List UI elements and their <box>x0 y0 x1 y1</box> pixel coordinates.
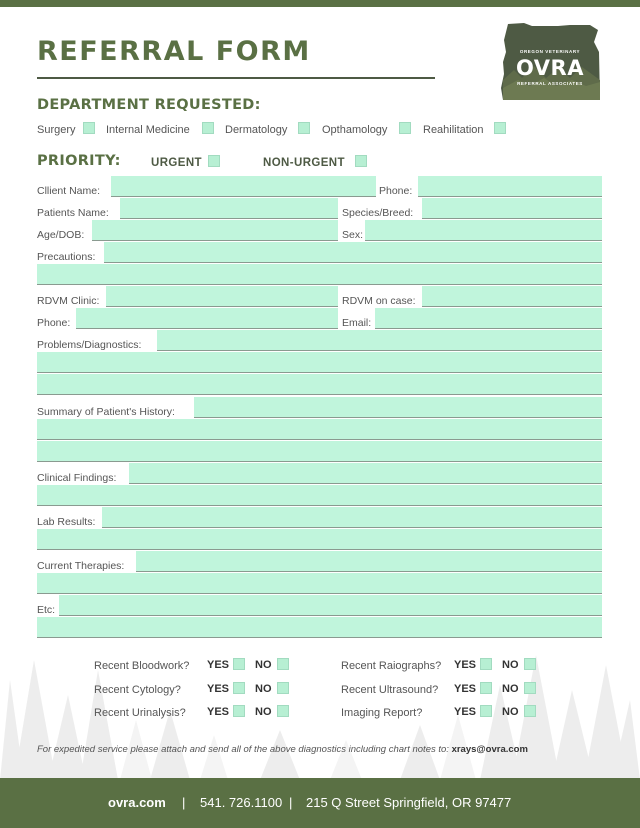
top-accent-bar <box>0 0 640 7</box>
bloodwork-yes-label: YES <box>207 659 230 671</box>
note-email-link[interactable]: xrays@ovra.com <box>451 744 528 755</box>
phone-field[interactable] <box>418 176 602 197</box>
footer-separator-2: | <box>289 795 293 810</box>
radiographs-no-checkbox[interactable] <box>524 658 536 670</box>
problems-diagnostics-field-line3[interactable] <box>37 374 602 395</box>
urinalysis-no-checkbox[interactable] <box>277 705 289 717</box>
dept-rehabilitation-checkbox[interactable] <box>494 122 506 134</box>
footer-website[interactable]: ovra.com <box>108 795 166 810</box>
radiographs-yes-label: YES <box>454 659 477 671</box>
footer-phone[interactable]: 541. 726.1100 <box>200 795 283 810</box>
dept-opthamology-checkbox[interactable] <box>399 122 411 134</box>
email-label: Email: <box>342 317 372 329</box>
priority-urgent-checkbox[interactable] <box>208 155 220 167</box>
dept-option-opthamology-label: Opthamology <box>322 124 388 136</box>
cytology-no-label: NO <box>255 683 272 695</box>
rdvm-on-case-label: RDVM on case: <box>342 295 416 307</box>
imaging-yes-label: YES <box>454 706 477 718</box>
cytology-no-checkbox[interactable] <box>277 682 289 694</box>
priority-non-urgent-checkbox[interactable] <box>355 155 367 167</box>
dept-option-rehabilitation-label: Reahilitation <box>423 124 484 136</box>
cytology-yes-checkbox[interactable] <box>233 682 245 694</box>
priority-urgent-label: URGENT <box>151 157 202 169</box>
priority-heading: PRIORITY: <box>37 153 121 169</box>
footer-address: 215 Q Street Springfield, OR 97477 <box>306 795 512 810</box>
ovra-logo <box>500 22 600 102</box>
ultrasound-yes-checkbox[interactable] <box>480 682 492 694</box>
clinical-findings-field-line2[interactable] <box>37 485 602 506</box>
priority-non-urgent-label: NON-URGENT <box>263 157 345 169</box>
logo-main-text: OVRA <box>516 56 584 80</box>
clinic-phone-field[interactable] <box>76 308 338 329</box>
dept-internal-medicine-checkbox[interactable] <box>202 122 214 134</box>
bloodwork-no-label: NO <box>255 659 272 671</box>
dept-surgery-checkbox[interactable] <box>83 122 95 134</box>
radiographs-no-label: NO <box>502 659 519 671</box>
urinalysis-no-label: NO <box>255 706 272 718</box>
summary-history-field[interactable] <box>194 397 602 418</box>
imaging-report-label: Imaging Report? <box>341 707 423 719</box>
summary-history-label: Summary of Patient's History: <box>37 406 175 418</box>
cytology-yes-label: YES <box>207 683 230 695</box>
email-field[interactable] <box>375 308 602 329</box>
rdvm-on-case-field[interactable] <box>422 286 602 307</box>
lab-results-field-line2[interactable] <box>37 529 602 550</box>
problems-diagnostics-field-line2[interactable] <box>37 352 602 373</box>
dept-option-internal-medicine-label: Internal Medicine <box>106 124 190 136</box>
current-therapies-field[interactable] <box>136 551 602 572</box>
phone-label: Phone: <box>379 185 413 197</box>
department-heading: DEPARTMENT REQUESTED: <box>37 97 261 113</box>
ultrasound-yes-label: YES <box>454 683 477 695</box>
problems-diagnostics-field[interactable] <box>157 330 602 351</box>
sex-field[interactable] <box>365 220 602 241</box>
patients-name-field[interactable] <box>120 198 338 219</box>
bloodwork-no-checkbox[interactable] <box>277 658 289 670</box>
recent-urinalysis-label: Recent Urinalysis? <box>94 707 186 719</box>
expedited-service-note <box>37 744 607 755</box>
etc-field[interactable] <box>59 595 602 616</box>
precautions-label: Precautions: <box>37 251 96 263</box>
summary-history-field-line2[interactable] <box>37 419 602 440</box>
clinic-phone-label: Phone: <box>37 317 71 329</box>
recent-bloodwork-label: Recent Bloodwork? <box>94 660 190 672</box>
precautions-field[interactable] <box>104 242 602 263</box>
dept-option-dermatology-label: Dermatology <box>225 124 288 136</box>
age-dob-label: Age/DOB: <box>37 229 85 241</box>
precautions-field-line2[interactable] <box>37 264 602 285</box>
sex-label: Sex: <box>342 229 364 241</box>
note-text: For expedited service please attach and send all of the above diagnostics including chart notes to: <box>37 744 449 755</box>
ultrasound-no-label: NO <box>502 683 519 695</box>
radiographs-yes-checkbox[interactable] <box>480 658 492 670</box>
lab-results-field[interactable] <box>102 507 602 528</box>
patients-name-label: Patients Name: <box>37 207 109 219</box>
clinical-findings-label: Clinical Findings: <box>37 472 117 484</box>
current-therapies-label: Current Therapies: <box>37 560 125 572</box>
client-name-label: Cllient Name: <box>37 185 101 197</box>
imaging-yes-checkbox[interactable] <box>480 705 492 717</box>
clinical-findings-field[interactable] <box>129 463 602 484</box>
ultrasound-no-checkbox[interactable] <box>524 682 536 694</box>
species-breed-label: Species/Breed: <box>342 207 414 219</box>
problems-diagnostics-label: Problems/Diagnostics: <box>37 339 142 351</box>
summary-history-field-line3[interactable] <box>37 441 602 462</box>
title-underline <box>37 77 435 79</box>
urinalysis-yes-label: YES <box>207 706 230 718</box>
dept-option-surgery-label: Surgery <box>37 124 76 136</box>
footer-separator-1: | <box>182 795 186 810</box>
footer-bar <box>0 778 640 828</box>
page-title: REFERRAL FORM <box>37 36 311 67</box>
lab-results-label: Lab Results: <box>37 516 96 528</box>
bloodwork-yes-checkbox[interactable] <box>233 658 245 670</box>
etc-label: Etc: <box>37 604 56 616</box>
current-therapies-field-line2[interactable] <box>37 573 602 594</box>
rdvm-clinic-field[interactable] <box>106 286 338 307</box>
imaging-no-checkbox[interactable] <box>524 705 536 717</box>
recent-radiographs-label: Recent Raiographs? <box>341 660 442 672</box>
imaging-no-label: NO <box>502 706 519 718</box>
recent-cytology-label: Recent Cytology? <box>94 684 181 696</box>
urinalysis-yes-checkbox[interactable] <box>233 705 245 717</box>
client-name-field[interactable] <box>111 176 376 197</box>
species-breed-field[interactable] <box>422 198 602 219</box>
etc-field-line2[interactable] <box>37 617 602 638</box>
logo-bottom-text: REFERRAL ASSOCIATES <box>517 81 583 86</box>
rdvm-clinic-label: RDVM Clinic: <box>37 295 100 307</box>
dept-dermatology-checkbox[interactable] <box>298 122 310 134</box>
age-dob-field[interactable] <box>92 220 338 241</box>
logo-top-text: OREGON VETERINARY <box>519 49 581 54</box>
recent-ultrasound-label: Recent Ultrasound? <box>341 684 439 696</box>
